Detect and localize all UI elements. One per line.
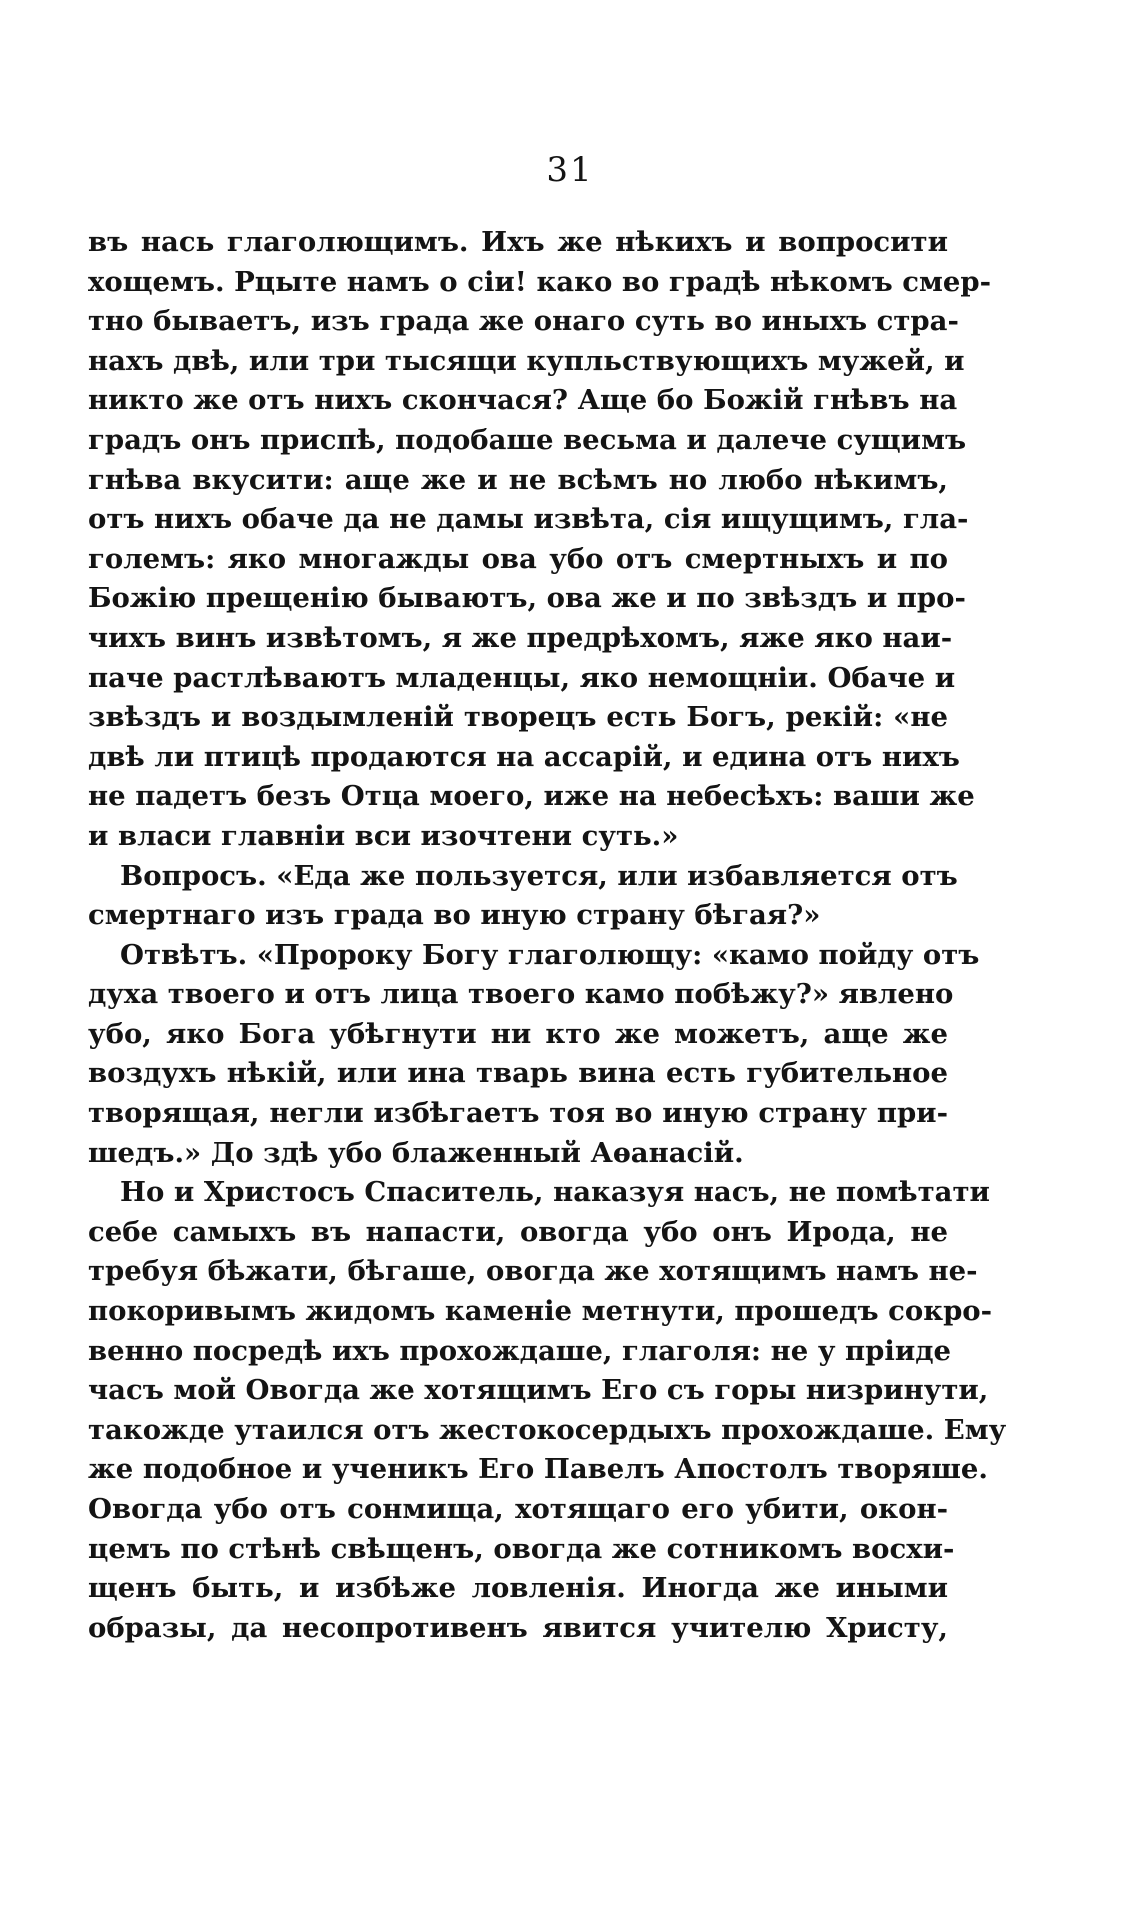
text-line: образы, да несопротивенъ явится учителю Христу,: [88, 1611, 948, 1644]
text-line: Овогда убо отъ сонмища, хотящаго его убити, окон-: [88, 1493, 948, 1525]
answer-heading-line: Отвѣтъ. «Пророку Богу глаголющу: «камо пойду отъ: [120, 938, 980, 971]
text-line: цемъ по стѣнѣ свѣщенъ, овогда же сотникомъ восхи-: [88, 1532, 955, 1565]
text-line: и власи главніи вси изочтени суть.»: [88, 819, 679, 852]
text-line: щенъ быть, и избѣже ловленія. Иногда же иными: [88, 1572, 948, 1605]
text-line: звѣздъ и воздымленій творецъ есть Богъ, рекій: «не: [88, 701, 948, 734]
text-line: паче растлѣваютъ младенцы, яко немощніи. Обаче и: [88, 661, 956, 694]
text-line: шедъ.» До здѣ убо блаженный Аѳанасій.: [88, 1136, 744, 1169]
text-line: смертнаго изъ града во иную страну бѣгая?»: [88, 899, 821, 932]
text-line: убо, яко Бога убѣгнути ни кто же можетъ, аще же: [88, 1017, 948, 1050]
text-line: не падетъ безъ Отца моего, иже на небесѣхъ: ваши же: [88, 780, 975, 813]
text-line: двѣ ли птицѣ продаются на ассарій, и едина отъ нихъ: [88, 740, 960, 773]
text-line: тно бываетъ, изъ града же онаго суть во иныхъ стра-: [88, 305, 959, 338]
text-line: воздухъ нѣкій, или ина тварь вина есть губительное: [88, 1057, 948, 1090]
text-line: Божію прещенію бываютъ, ова же и по звѣздъ и про-: [88, 582, 966, 615]
paragraph-start-line: Но и Христосъ Спаситель, наказуя насъ, не помѣтати: [120, 1176, 990, 1209]
text-line: духа твоего и отъ лица твоего камо побѣжу?» явлено: [88, 978, 954, 1011]
text-line: въ нась глаголющимъ. Ихъ же нѣкихъ и вопросити: [88, 226, 948, 258]
text-line: часъ мой Овогда же хотящимъ Его съ горы низринути,: [88, 1374, 989, 1407]
text-line: покоривымъ жидомъ каменіе метнути, прошедъ сокро-: [88, 1295, 993, 1328]
text-line: големъ: яко многажды ова убо отъ смертныхъ и по: [88, 542, 948, 575]
page-body-text: [88, 223, 1007, 1648]
text-line: гнѣва вкусити: аще же и не всѣмъ но любо нѣкимъ,: [88, 463, 948, 496]
text-line: никто же отъ нихъ скончася? Аще бо Божій гнѣвъ на: [88, 384, 958, 417]
text-line: хощемъ. Рцыте намъ о сіи! како во градѣ нѣкомъ смер-: [88, 265, 992, 298]
page-number: 31: [546, 150, 594, 190]
text-line: такожде утаился отъ жестокосердыхъ прохождаше. Ему: [88, 1413, 1007, 1446]
text-line: требуя бѣжати, бѣгаше, овогда же хотящимъ намъ не-: [88, 1255, 978, 1288]
question-heading-line: Вопросъ. «Еда же пользуется, или избавляется отъ: [120, 859, 958, 892]
text-line: себе самыхъ въ напасти, овогда убо онъ Ирода, не: [88, 1215, 948, 1248]
text-line: творящая, негли избѣгаетъ тоя во иную страну при-: [88, 1097, 948, 1130]
text-line: же подобное и ученикъ Его Павелъ Апостолъ творяше.: [88, 1453, 989, 1486]
text-line: отъ нихъ обаче да не дамы извѣта, сія ищущимъ, гла-: [88, 503, 969, 536]
text-line: венно посредѣ ихъ прохождаше, глаголя: не у пріиде: [88, 1334, 952, 1367]
text-line: нахъ двѣ, или три тысящи купльствующихъ мужей, и: [88, 344, 965, 377]
text-line: чихъ винъ извѣтомъ, я же предрѣхомъ, яже яко наи-: [88, 621, 953, 654]
text-line: градъ онъ приспѣ, подобаше весьма и далече сущимъ: [88, 423, 967, 456]
